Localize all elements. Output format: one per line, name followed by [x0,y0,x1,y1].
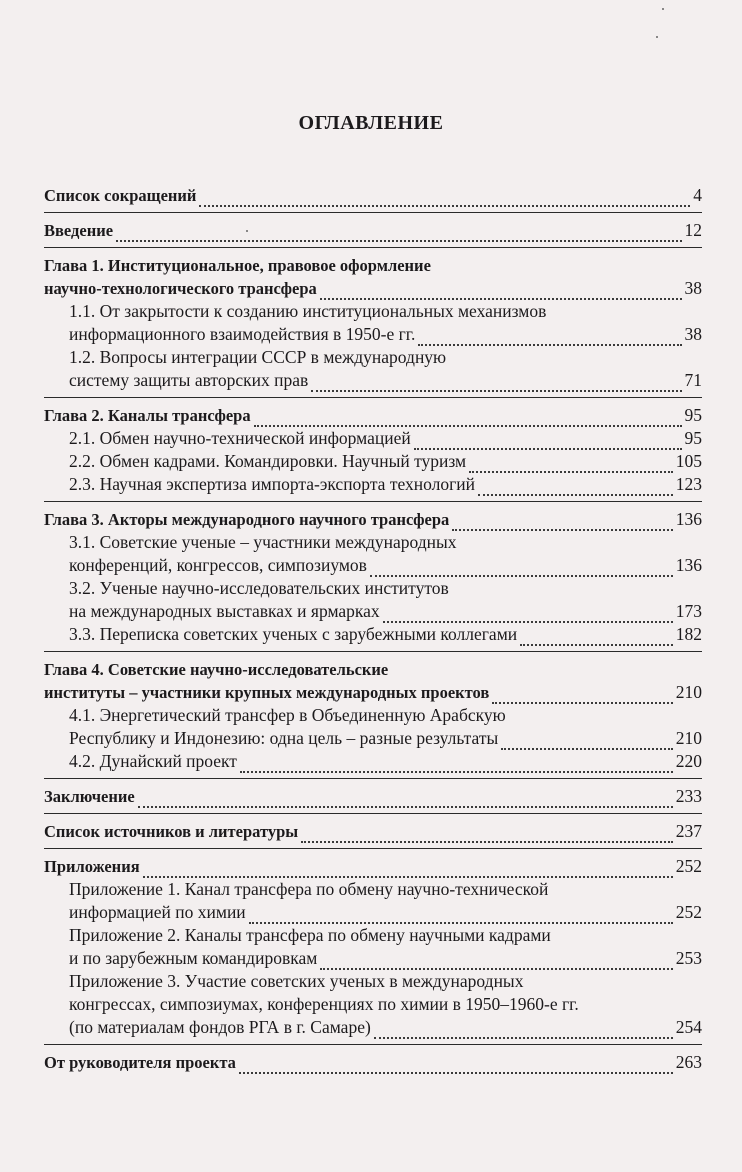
toc-section [44,508,702,652]
dot-leader [520,638,673,646]
toc-page-number: 254 [675,1017,702,1037]
dot-leader [254,419,682,427]
toc-entry-text: конференций, конгрессов, симпозиумов [69,555,367,575]
toc-entry-text: научно-технологического трансфера [44,279,317,298]
toc-entry-text: Список источников и литературы [44,822,299,841]
dot-leader [418,338,681,346]
toc-entry-text: 1.2. Вопросы интеграции СССР в международную [69,347,447,367]
toc-entry-text: информацией по химии [69,902,246,922]
toc-line[interactable] [44,727,702,750]
dot-leader [414,442,682,450]
dot-leader [143,870,673,878]
toc-line[interactable] [44,427,702,450]
toc-section [44,219,702,248]
toc-entry-text: Приложение 1. Канал трансфера по обмену научно-технической [69,879,549,899]
toc-entry-text: Список сокращений [44,186,197,205]
toc-entry-text: Приложение 2. Каналы трансфера по обмену научными кадрами [69,925,551,945]
toc-page-number: 233 [675,786,702,806]
toc-line[interactable] [44,300,702,323]
toc-entry-text: систему защиты авторских прав [69,370,309,390]
toc-page-number: 4 [693,185,702,205]
toc-line[interactable] [44,577,702,600]
toc-line[interactable] [44,184,702,207]
toc-entry-text: 2.1. Обмен научно-технической информацией [69,428,411,448]
print-speck [656,36,658,38]
toc-page-number: 123 [675,474,702,494]
dot-leader [452,523,672,531]
toc-line[interactable] [44,970,702,993]
toc-entry-text: (по материалам фондов РГА в г. Самаре) [69,1017,371,1037]
toc-entry-text: Приложение 3. Участие советских ученых в международных [69,971,524,991]
toc-entry-text: 3.2. Ученые научно-исследовательских институтов [69,578,449,598]
dot-leader [501,742,673,750]
toc-section [44,658,702,779]
dot-leader [311,384,681,392]
toc-entry-text: Глава 3. Акторы международного научного трансфера [44,510,450,529]
toc-page-number: 182 [675,624,702,644]
toc-page-number: 210 [675,728,702,748]
dot-leader [301,835,673,843]
toc-line[interactable] [44,450,702,473]
toc-entry-text: Республику и Индонезию: одна цель – разные результаты [69,728,499,748]
dot-leader [249,916,673,924]
toc-page-number: 105 [675,451,702,471]
dot-leader [469,465,673,473]
toc-page-number: 95 [684,405,702,425]
dot-leader [320,292,682,300]
toc-line[interactable] [44,785,702,808]
toc-entry-text: институты – участники крупных международных проектов [44,683,490,702]
toc-page-number: 12 [684,220,702,240]
toc-line[interactable] [44,254,702,277]
toc-line[interactable] [44,473,702,496]
toc-line[interactable] [44,658,702,681]
toc-entry-text: 1.1. От закрытости к созданию институциональных механизмов [69,301,547,321]
toc-entry-text: Заключение [44,787,135,806]
toc-page-number: 38 [684,278,702,298]
toc-section [44,1051,702,1079]
print-speck [662,8,664,10]
toc-page-number: 263 [675,1052,702,1072]
dot-leader [199,199,690,207]
toc-entry-text: информационного взаимодействия в 1950-е гг. [69,324,416,344]
toc-line[interactable] [44,346,702,369]
toc-line[interactable] [44,855,702,878]
toc-entry-text: Введение [44,221,114,240]
toc-section [44,404,702,502]
dot-leader [116,234,681,242]
toc-line[interactable] [44,219,702,242]
toc-line[interactable] [44,623,702,646]
dot-leader [383,615,673,623]
dot-leader [478,488,673,496]
toc-line[interactable] [44,277,702,300]
toc-page-number: 237 [675,821,702,841]
toc-line[interactable] [44,947,702,970]
toc-section [44,820,702,849]
toc-line[interactable] [44,323,702,346]
toc-line[interactable] [44,369,702,392]
toc-page-number: 220 [675,751,702,771]
toc-page-number: 253 [675,948,702,968]
toc-line[interactable] [44,704,702,727]
toc-page-number: 136 [675,509,702,529]
toc-line[interactable] [44,878,702,901]
toc-page-number: 252 [675,856,702,876]
toc-entry-text: конгрессах, симпозиумах, конференциях по химии в 1950–1960-е гг. [69,994,579,1014]
toc-section [44,184,702,213]
toc-entry-text: От руководителя проекта [44,1053,236,1072]
toc-entry-text: Глава 4. Советские научно-исследовательские [44,660,389,679]
toc-entry-text: Приложения [44,857,140,876]
toc-line[interactable] [44,750,702,773]
toc-page-number: 136 [675,555,702,575]
toc-line[interactable] [44,993,702,1016]
toc-page-number: 252 [675,902,702,922]
toc-entry-text: 3.3. Переписка советских ученых с зарубежными коллегами [69,624,518,644]
toc-page-number: 95 [684,428,702,448]
toc-line[interactable] [44,924,702,947]
dot-leader [370,569,673,577]
toc-line[interactable] [44,508,702,531]
page-title: ОГЛАВЛЕНИЕ [298,112,444,134]
toc-line[interactable] [44,404,702,427]
toc-section [44,855,702,1045]
toc-line[interactable] [44,554,702,577]
toc-page-number: 173 [675,601,702,621]
toc-entry-text: и по зарубежным командировкам [69,948,318,968]
dot-leader [492,696,672,704]
toc-entry-text: Глава 2. Каналы трансфера [44,406,251,425]
toc-line[interactable] [44,531,702,554]
toc-page-number: 71 [684,370,702,390]
toc-section [44,785,702,814]
toc-section [44,254,702,398]
toc-entry-text: 4.2. Дунайский проект [69,751,237,771]
dot-leader [240,765,673,773]
toc-line[interactable] [44,1051,702,1074]
toc-entry-text: 2.2. Обмен кадрами. Командировки. Научный туризм [69,451,467,471]
toc-line[interactable] [44,820,702,843]
toc-entry-text: Глава 1. Институциональное, правовое оформление [44,256,431,275]
toc-entry-text: 4.1. Энергетический трансфер в Объединенную Арабскую [69,705,506,725]
toc-line[interactable] [44,600,702,623]
toc-entry-text: 3.1. Советские ученые – участники международных [69,532,457,552]
toc-page-number: 210 [675,682,702,702]
toc-line[interactable] [44,681,702,704]
toc-entry-text: 2.3. Научная экспертиза импорта-экспорта технологий [69,474,476,494]
dot-leader [138,800,673,808]
table-of-contents [44,184,702,1085]
toc-page-number: 38 [684,324,702,344]
toc-line[interactable] [44,901,702,924]
dot-leader [374,1031,673,1039]
toc-line[interactable] [44,1016,702,1039]
toc-entry-text: на международных выставках и ярмарках [69,601,380,621]
dot-leader [320,962,672,970]
dot-leader [239,1066,673,1074]
